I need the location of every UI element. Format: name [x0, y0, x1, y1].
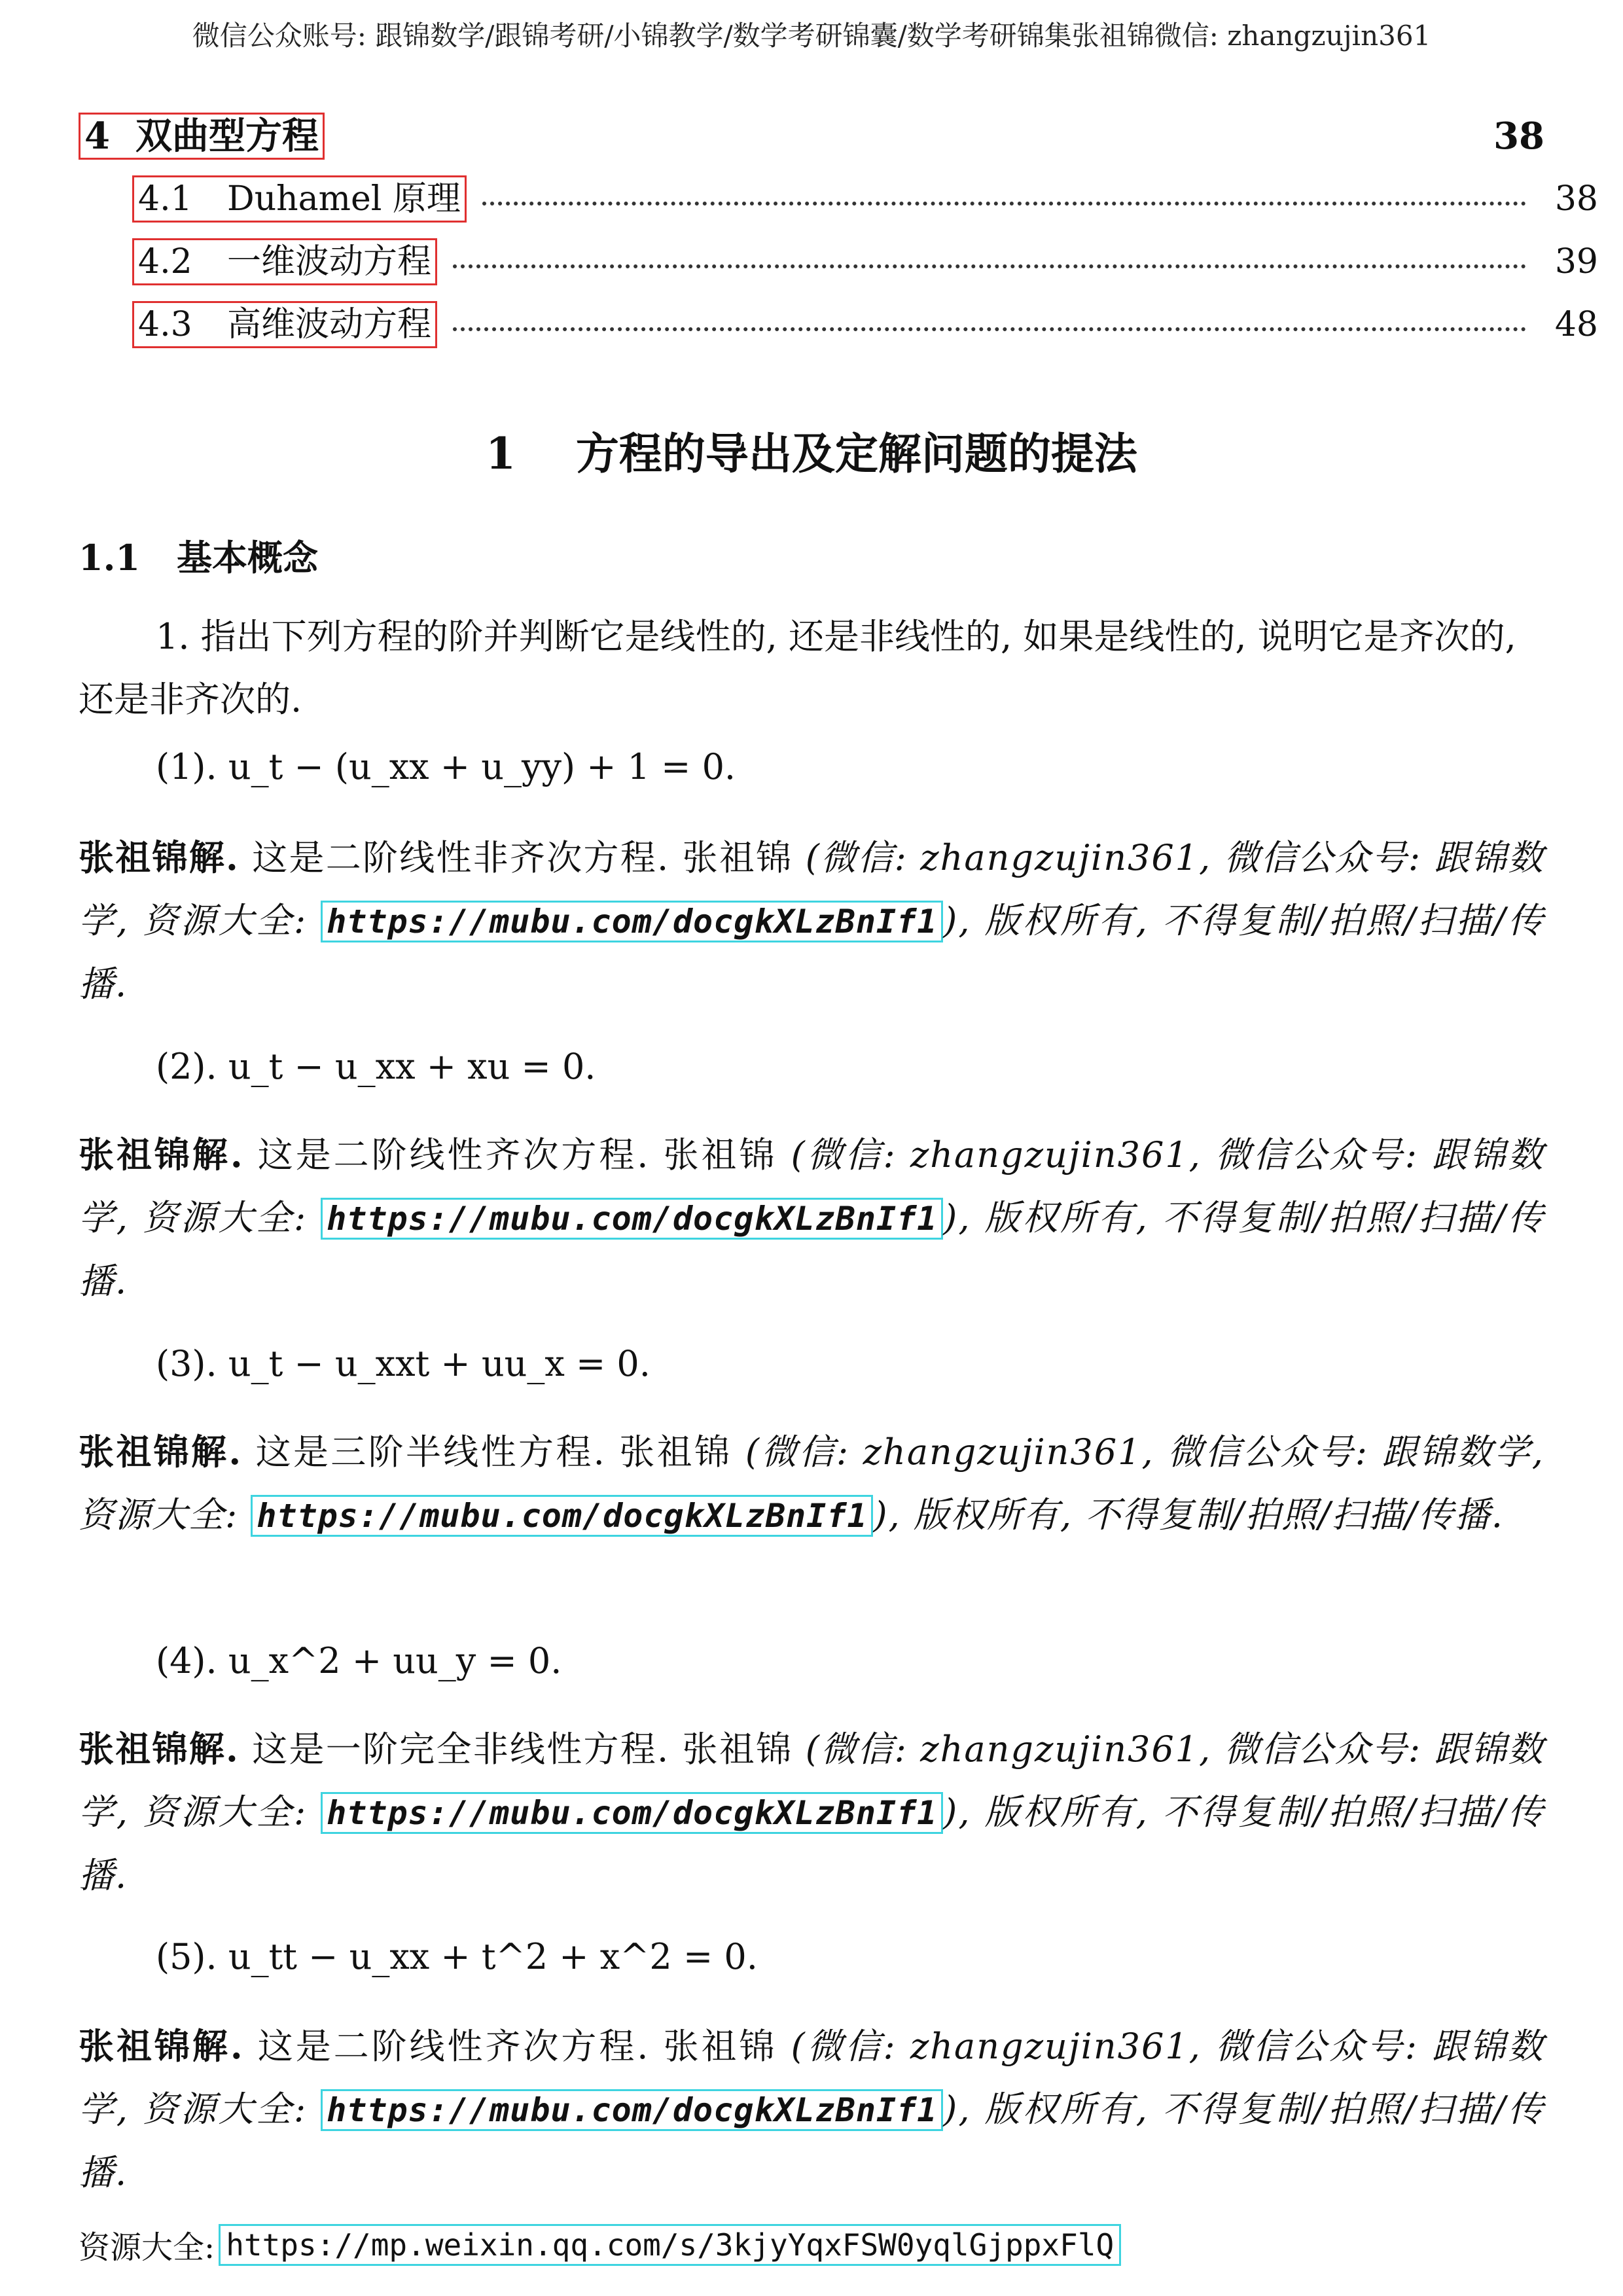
solution-body: 这是二阶线性齐次方程. 张祖锦 [257, 2026, 777, 2067]
page-footer [79, 2222, 1121, 2267]
toc-section-page: 48 [1554, 305, 1598, 344]
toc-section-page: 38 [1554, 179, 1598, 219]
solution-body: 这是二阶线性齐次方程. 张祖锦 [257, 1134, 777, 1175]
solution-body: 这是三阶半线性方程. 张祖锦 [255, 1431, 732, 1473]
section-title [79, 530, 318, 581]
solution-2 [79, 1123, 1544, 1313]
toc-chapter-page: 38 [1493, 115, 1544, 158]
solution-wechat: (微信: zhangzujin361, 微信公众号: 跟锦数学, 资源大全: [79, 837, 1544, 941]
resource-link[interactable]: https://mubu.com/docgkXLzBnIf1 [321, 2089, 943, 2131]
toc-section-number: 4.2 [138, 242, 192, 281]
equation-2: (2). u_t − u_xx + xu = 0. [156, 1046, 596, 1087]
equation-5: (5). u_tt − u_xx + t^2 + x^2 = 0. [156, 1936, 758, 1977]
solution-body: 这是一阶完全非线性方程. 张祖锦 [252, 1729, 793, 1770]
solution-lead: 张祖锦解. [79, 1431, 243, 1473]
toc-chapter-title: 双曲型方程 [135, 115, 319, 158]
chapter-text: 方程的导出及定解问题的提法 [575, 428, 1137, 479]
equation-3: (3). u_t − u_xxt + uu_x = 0. [156, 1343, 651, 1384]
solution-wechat: (微信: zhangzujin361, 微信公众号: 跟锦数学, 资源大全: [79, 2026, 1544, 2130]
solution-tail: ), 版权所有, 不得复制/拍照/扫描/传播. [79, 1791, 1544, 1896]
section-text: 基本概念 [177, 537, 318, 579]
solution-lead: 张祖锦解. [79, 836, 240, 878]
toc-section-row[interactable] [79, 173, 1598, 225]
section-number: 1.1 [79, 537, 140, 579]
toc-section-row[interactable] [79, 298, 1598, 351]
toc-leader-dots [453, 327, 1526, 331]
toc-section-link[interactable] [132, 238, 437, 285]
equation-4: (4). u_x^2 + uu_y = 0. [156, 1640, 562, 1681]
solution-body: 这是二阶线性非齐次方程. 张祖锦 [252, 837, 793, 878]
solution-4 [79, 1717, 1544, 1907]
toc-section-row[interactable] [79, 236, 1598, 288]
toc-section-title: 高维波动方程 [227, 305, 432, 344]
solution-wechat: (微信: zhangzujin361, 微信公众号: 跟锦数学, 资源大全: [79, 1431, 1544, 1535]
toc-section-title: 一维波动方程 [227, 242, 432, 281]
solution-lead: 张祖锦解. [79, 1728, 240, 1770]
toc-chapter-link[interactable] [79, 113, 325, 160]
solution-1 [79, 826, 1544, 1016]
toc-leader-dots [453, 264, 1526, 268]
solution-tail: ), 版权所有, 不得复制/拍照/扫描/传播. [79, 1197, 1544, 1302]
resource-link[interactable]: https://mubu.com/docgkXLzBnIf1 [251, 1495, 873, 1537]
page-header: 微信公众账号: 跟锦数学/跟锦考研/小锦教学/数学考研锦囊/数学考研锦集张祖锦微信: zhangzujin361 [192, 20, 1431, 52]
solution-wechat: (微信: zhangzujin361, 微信公众号: 跟锦数学, 资源大全: [79, 1134, 1544, 1238]
solution-wechat: (微信: zhangzujin361, 微信公众号: 跟锦数学, 资源大全: [79, 1729, 1544, 1833]
toc-section-link[interactable] [132, 175, 467, 223]
chapter-number: 1 [486, 428, 516, 479]
resource-link[interactable]: https://mubu.com/docgkXLzBnIf1 [321, 1792, 943, 1834]
solution-tail: ), 版权所有, 不得复制/拍照/扫描/传播. [79, 900, 1544, 1005]
toc-leader-dots [482, 202, 1526, 206]
toc-section-page: 39 [1554, 242, 1598, 281]
resource-link[interactable]: https://mubu.com/docgkXLzBnIf1 [321, 1198, 943, 1240]
toc-section-number: 4.3 [138, 305, 192, 344]
solution-lead: 张祖锦解. [79, 2025, 244, 2067]
toc-chapter-number: 4 [84, 115, 110, 158]
resource-link[interactable]: https://mubu.com/docgkXLzBnIf1 [321, 901, 943, 942]
footer-link[interactable]: https://mp.weixin.qq.com/s/3kjyYqxFSW0yqlGjppxFlQ [219, 2224, 1121, 2266]
chapter-title [0, 419, 1623, 481]
toc-chapter-row[interactable] [79, 110, 1544, 162]
toc-section-link[interactable] [132, 301, 437, 348]
solution-tail: ), 版权所有, 不得复制/拍照/扫描/传播. [873, 1494, 1504, 1535]
solution-3 [79, 1420, 1544, 1547]
problem-statement: 1. 指出下列方程的阶并判断它是线性的, 还是非线性的, 如果是线性的, 说明它是齐次的, 还是非齐次的. [79, 616, 1516, 720]
solution-tail: ), 版权所有, 不得复制/拍照/扫描/传播. [79, 2089, 1544, 2193]
footer-label: 资源大全: [79, 2229, 215, 2266]
toc-section-title: Duhamel 原理 [227, 179, 461, 219]
equation-1: (1). u_t − (u_xx + u_yy) + 1 = 0. [156, 746, 736, 787]
toc-section-number: 4.1 [138, 179, 192, 219]
solution-lead: 张祖锦解. [79, 1134, 244, 1175]
solution-5 [79, 2015, 1544, 2204]
